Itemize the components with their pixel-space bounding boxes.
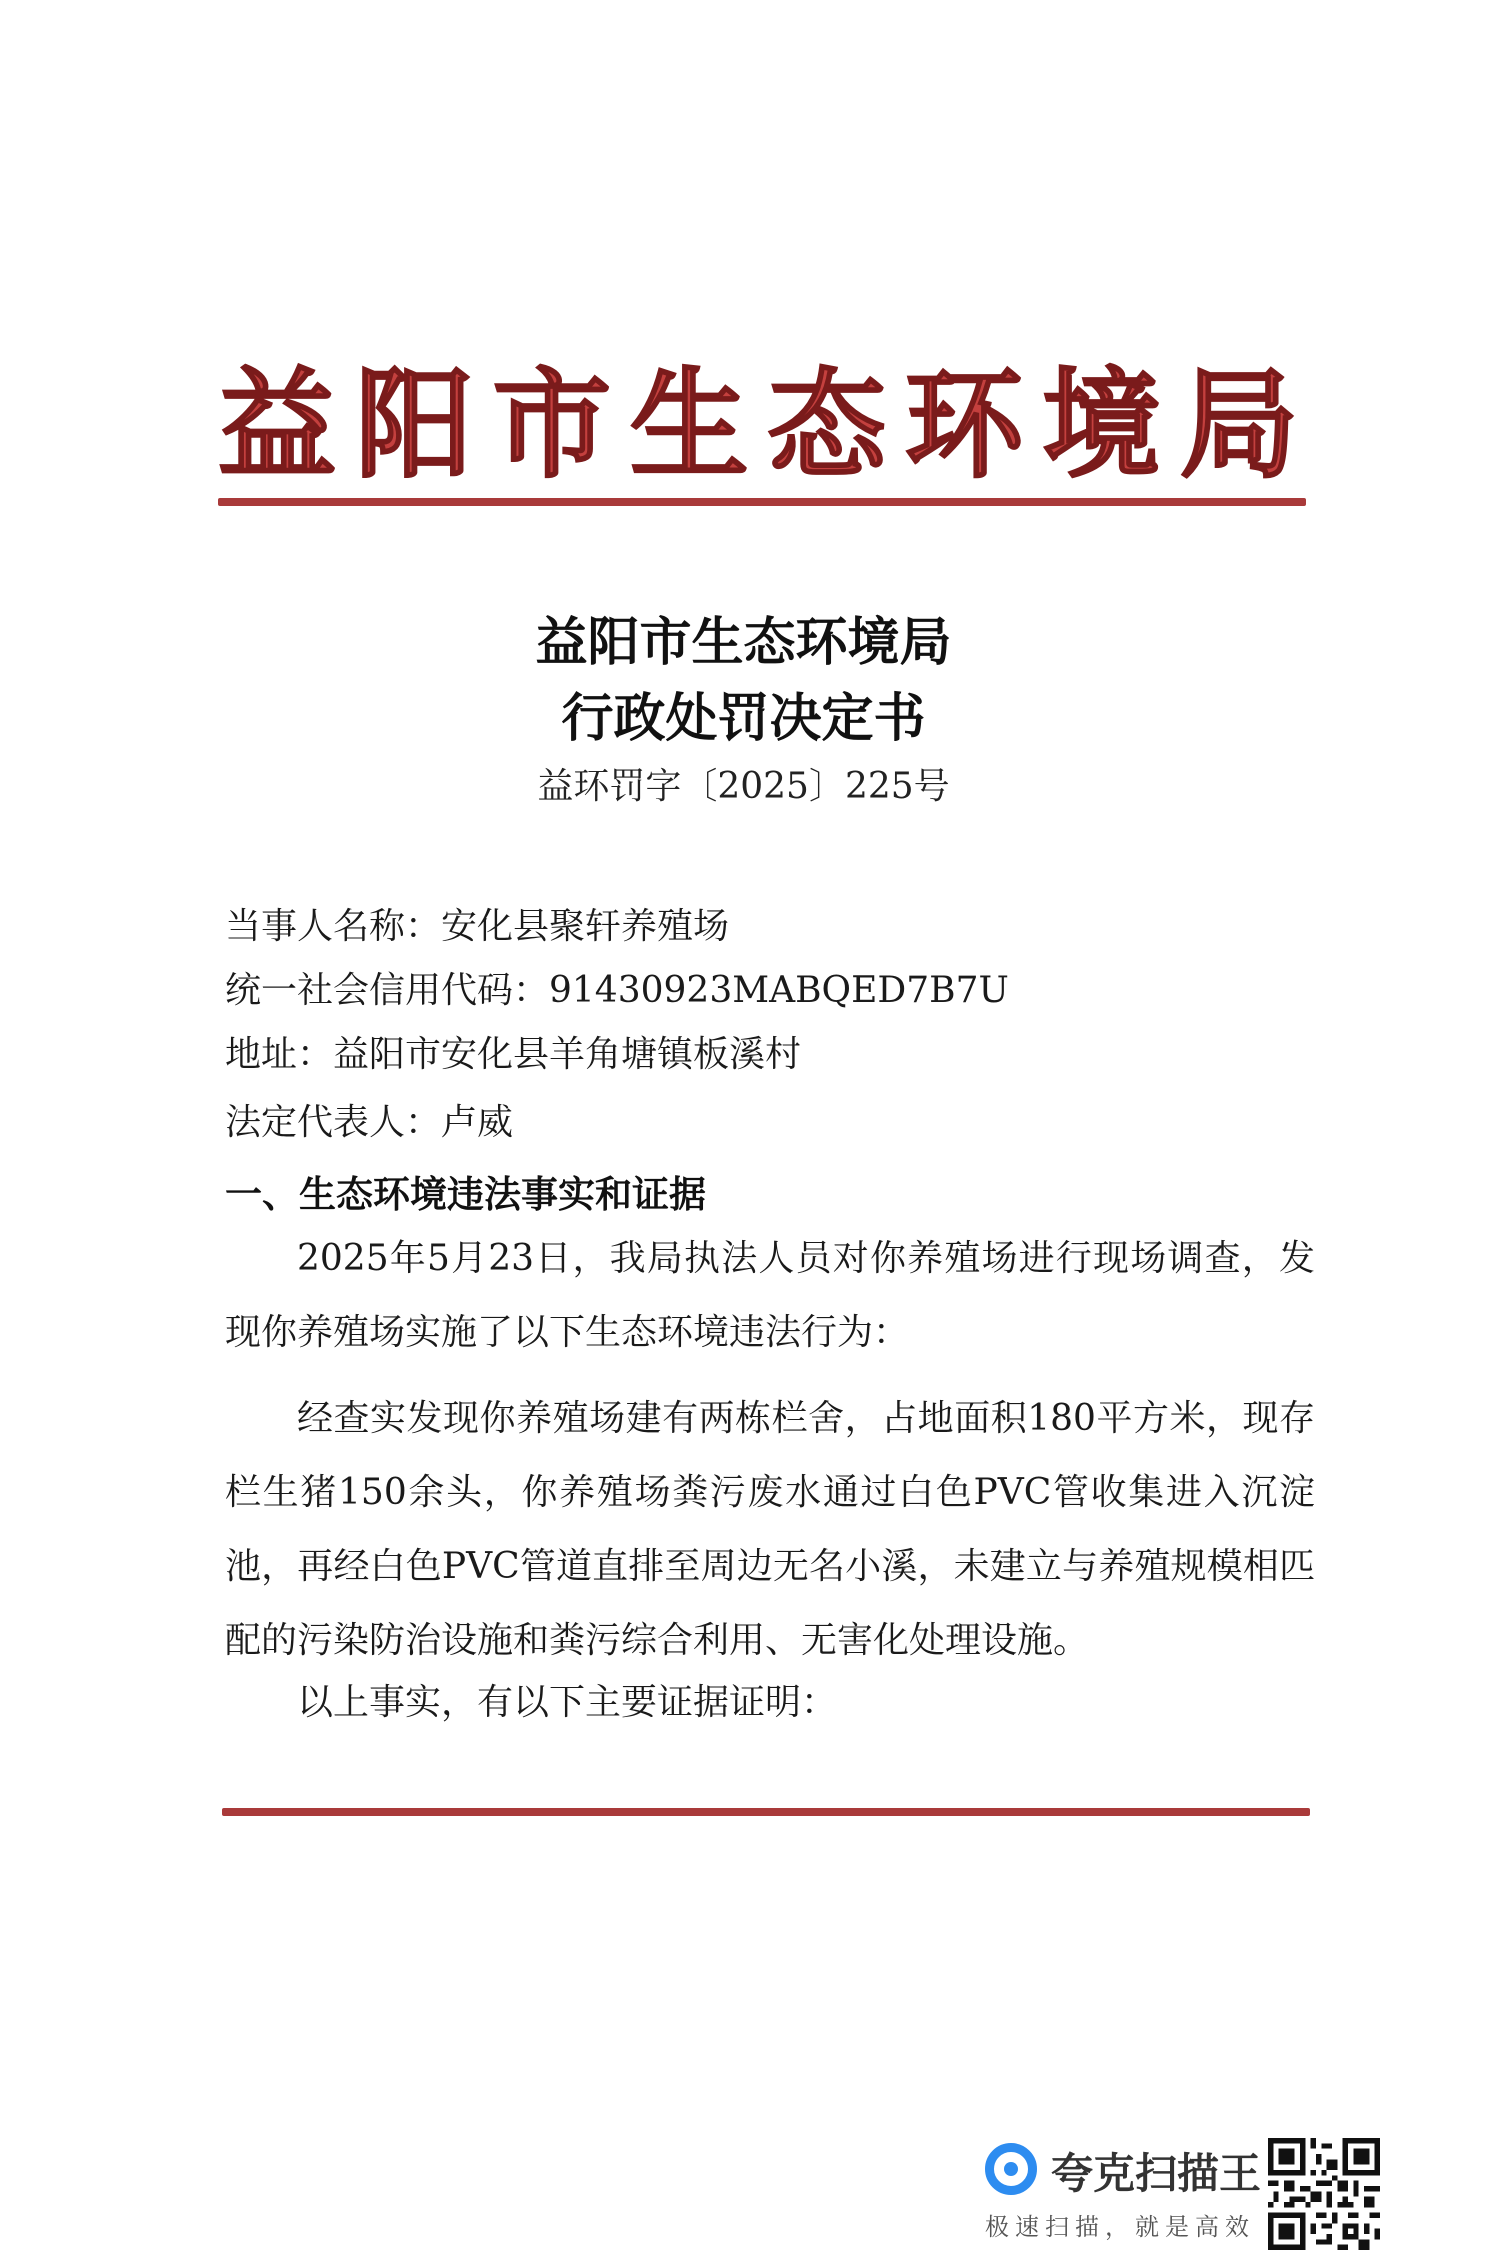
masthead-char: 生	[630, 355, 749, 494]
document-title-type: 行政处罚决定书	[561, 688, 926, 749]
paragraph-evidence-intro: 以上事实，有以下主要证据证明：	[297, 1682, 838, 1723]
masthead-red-rule	[218, 498, 1306, 506]
qr-code-icon	[1268, 2138, 1380, 2250]
party-representative: 法定代表人：卢威	[225, 1102, 514, 1143]
document-number: 益环罚字〔2025〕225号	[537, 766, 950, 807]
party-address: 地址：益阳市安化县羊角塘镇板溪村	[225, 1034, 802, 1075]
masthead-char: 益	[218, 355, 337, 494]
paragraph-findings: 经查实发现你养殖场建有两栋栏舍，占地面积180平方米，现存栏生猪150余头，你养殖场粪污废水通过白色PVC管收集进入沉淀池，再经白色PVC管道直排至周边无名小溪，未建立与养殖规模相匹配的污染防治设施和粪污综合利用、无害化处理设施。	[225, 1398, 1315, 1661]
paragraph-investigation: 2025年5月23日，我局执法人员对你养殖场进行现场调查，发现你养殖场实施了以下生态环境违法行为：	[225, 1238, 1315, 1353]
masthead	[218, 340, 1298, 494]
masthead-char: 环	[905, 355, 1024, 494]
masthead-char: 局	[1179, 355, 1298, 494]
masthead-char: 态	[767, 355, 886, 494]
section-heading-facts: 一、生态环境违法事实和证据	[225, 1172, 706, 1216]
scanner-slogan: 极速扫描，就是高效	[985, 2213, 1255, 2241]
quark-logo-icon	[985, 2143, 1037, 2195]
masthead-char: 阳	[355, 355, 474, 494]
masthead-char: 境	[1042, 355, 1161, 494]
party-credit-code: 统一社会信用代码：91430923MABQED7B7U	[225, 970, 1009, 1011]
footer-red-rule	[222, 1808, 1310, 1816]
scanner-brand: 夸克扫描王	[1051, 2149, 1262, 2198]
masthead-char: 市	[492, 355, 611, 494]
party-name: 当事人名称：安化县聚轩养殖场	[225, 906, 730, 947]
document-title-issuer: 益阳市生态环境局	[535, 612, 952, 673]
